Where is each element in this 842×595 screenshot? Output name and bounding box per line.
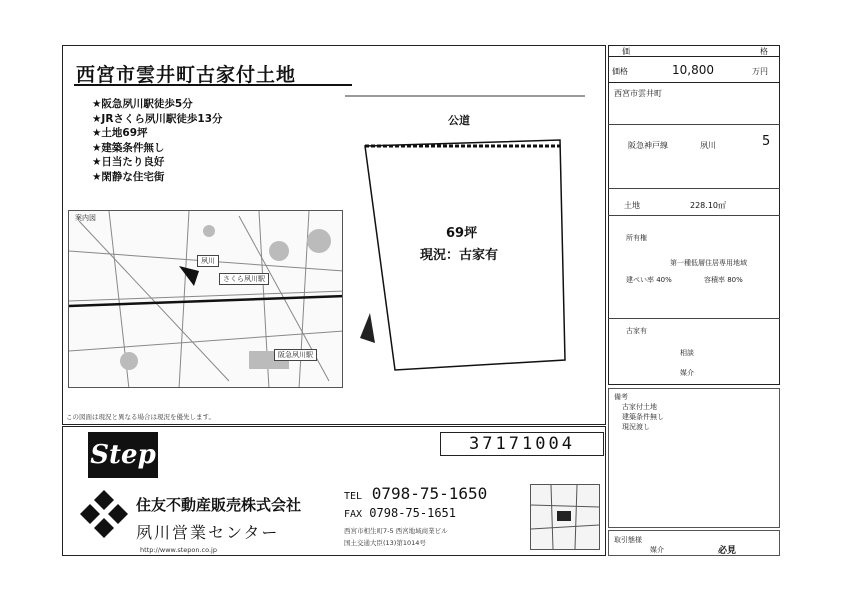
feature-item: ★建築条件無し <box>92 141 165 154</box>
spec-header-left: 価 <box>622 47 630 56</box>
bottom-stamp: 必見 <box>718 546 737 556</box>
walk-minutes: 5 <box>762 134 771 149</box>
fax-number: 0798-75-1651 <box>369 506 456 520</box>
land-label: 土地 <box>624 201 640 210</box>
transaction-value: 媒介 <box>680 369 694 377</box>
step-logo <box>88 432 158 478</box>
price-value: 10,800 <box>672 63 714 77</box>
rights-value: 所有権 <box>626 234 647 242</box>
feature-item: ★JRさくら夙川駅徒歩13分 <box>92 112 223 125</box>
plan-area: 69坪 <box>446 226 478 241</box>
remarks-title: 備考 <box>614 393 628 401</box>
fax-label: FAX <box>344 509 363 520</box>
tel-number: 0798-75-1650 <box>371 484 488 503</box>
feature-item: ★日当たり良好 <box>92 156 165 168</box>
land-area: 228.10㎡ <box>690 201 726 210</box>
floor-ratio: 容積率 80% <box>704 276 743 284</box>
road-label: 公道 <box>448 114 470 127</box>
map-label-station: さくら夙川駅 <box>219 273 269 285</box>
branch-name: 夙川営業センター <box>136 523 280 542</box>
tel-row <box>344 484 487 503</box>
map-label-station: 夙川 <box>197 255 219 267</box>
map-title: 案内図 <box>75 214 96 222</box>
station-value: 夙川 <box>700 141 716 150</box>
remarks-item: 現況渡し <box>622 423 650 431</box>
bottom-label: 取引態様 <box>614 536 642 544</box>
area-map <box>68 210 343 388</box>
remarks-item: 建築条件無し <box>622 413 664 421</box>
address-value: 西宮市雲井町 <box>614 89 662 98</box>
price-unit: 万円 <box>752 67 768 76</box>
plan-disclaimer: この図面は現況と異なる場合は現況を優先します。 <box>66 413 215 421</box>
license-number: 国土交通大臣(13)第1014号 <box>344 539 426 547</box>
fax-row <box>344 506 456 520</box>
company-address: 西宮市相生町7-5 西宮地域商業ビル <box>344 527 448 535</box>
handover-value: 相談 <box>680 349 694 357</box>
brand-name: Step <box>90 440 156 470</box>
tel-label: TEL <box>344 491 363 502</box>
map-stamp-box <box>530 484 600 550</box>
feature-item: ★土地69坪 <box>92 127 148 139</box>
feature-item: ★閑静な住宅街 <box>92 170 165 183</box>
bottom-value: 媒介 <box>650 546 664 554</box>
listing-title: 西宮市雲井町古家付土地 <box>76 64 297 86</box>
price-label: 価格 <box>612 67 628 76</box>
company-url: http://www.stepon.co.jp <box>140 546 217 554</box>
title-underline <box>74 84 352 86</box>
feature-list <box>92 97 223 184</box>
spec-header-right: 格 <box>760 47 768 56</box>
current-status: 古家有 <box>626 327 647 335</box>
map-label-station: 阪急夙川駅 <box>274 349 317 361</box>
company-logo <box>80 490 128 538</box>
feature-item: ★阪急夙川駅徒歩5分 <box>92 98 193 110</box>
company-name: 住友不動産販売株式会社 <box>136 496 302 514</box>
line-value: 阪急神戸線 <box>628 141 668 150</box>
diamond-icon <box>80 490 128 538</box>
map-streets-graphic <box>69 211 343 388</box>
building-coverage: 建ぺい率 40% <box>626 276 672 284</box>
remarks-item: 古家付土地 <box>622 403 657 411</box>
mini-map-graphic <box>531 485 599 549</box>
zoning-value: 第一種低層住居専用地域 <box>670 259 747 267</box>
plan-status: 現況：古家有 <box>420 248 499 263</box>
property-number: 37171004 <box>440 432 604 456</box>
